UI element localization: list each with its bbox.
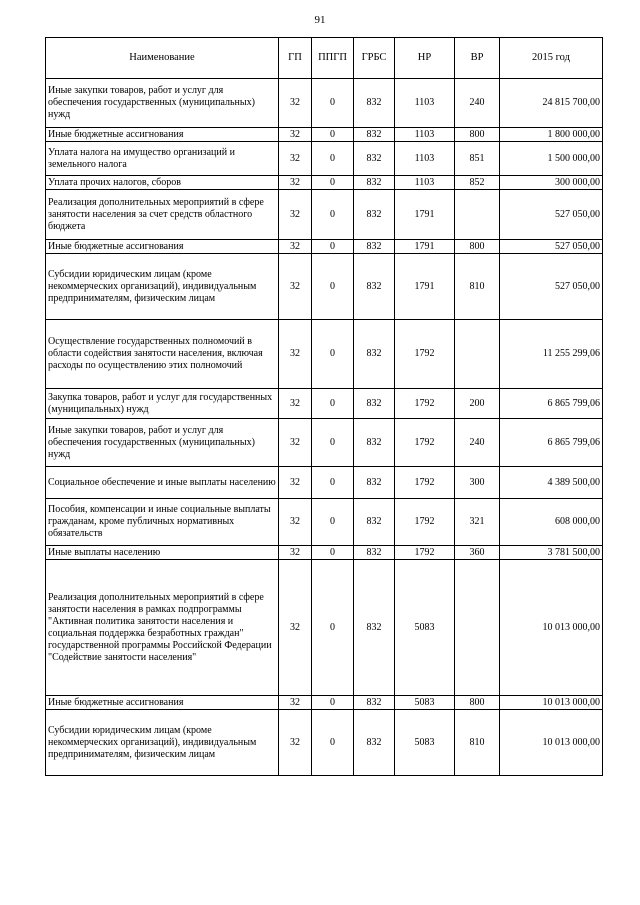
row-vr: 300	[455, 467, 500, 499]
row-vr: 200	[455, 389, 500, 419]
row-nr: 1791	[395, 190, 455, 240]
row-gp: 32	[279, 467, 312, 499]
row-ppgp: 0	[312, 499, 354, 546]
column-header-name: Наименование	[46, 38, 279, 79]
row-nr: 1792	[395, 467, 455, 499]
row-grbs: 832	[354, 254, 395, 320]
row-ppgp: 0	[312, 389, 354, 419]
row-nr: 1103	[395, 176, 455, 190]
row-name: Иные закупки товаров, работ и услуг для обеспечения государственных (муниципальных) нужд	[46, 79, 279, 128]
row-name: Осуществление государственных полномочий в области содействия занятости населения, включая расходы по осуществлению этих полномочий	[46, 320, 279, 389]
row-amount: 527 050,00	[500, 240, 603, 254]
row-grbs: 832	[354, 128, 395, 142]
row-nr: 1103	[395, 142, 455, 176]
row-nr: 1792	[395, 389, 455, 419]
row-nr: 5083	[395, 696, 455, 710]
table-row	[46, 499, 603, 546]
row-gp: 32	[279, 176, 312, 190]
row-nr: 5083	[395, 710, 455, 776]
row-nr: 1792	[395, 499, 455, 546]
row-name: Уплата налога на имущество организаций и земельного налога	[46, 142, 279, 176]
table-row	[46, 419, 603, 467]
table-row	[46, 546, 603, 560]
table-row	[46, 389, 603, 419]
row-grbs: 832	[354, 710, 395, 776]
row-vr: 851	[455, 142, 500, 176]
row-grbs: 832	[354, 467, 395, 499]
row-grbs: 832	[354, 320, 395, 389]
row-grbs: 832	[354, 240, 395, 254]
row-grbs: 832	[354, 499, 395, 546]
row-amount: 4 389 500,00	[500, 467, 603, 499]
row-name: Иные закупки товаров, работ и услуг для обеспечения государственных (муниципальных) нужд	[46, 419, 279, 467]
column-header-gp: ГП	[279, 38, 312, 79]
row-amount: 300 000,00	[500, 176, 603, 190]
row-ppgp: 0	[312, 254, 354, 320]
table-row	[46, 320, 603, 389]
table-header-row	[46, 38, 603, 79]
row-nr: 1791	[395, 240, 455, 254]
row-ppgp: 0	[312, 696, 354, 710]
row-gp: 32	[279, 419, 312, 467]
row-name: Реализация дополнительных мероприятий в сфере занятости населения за счет средств областного бюджета	[46, 190, 279, 240]
row-vr: 800	[455, 240, 500, 254]
row-name: Пособия, компенсации и иные социальные выплаты гражданам, кроме публичных нормативных обязательств	[46, 499, 279, 546]
row-gp: 32	[279, 240, 312, 254]
row-vr: 800	[455, 696, 500, 710]
row-ppgp: 0	[312, 79, 354, 128]
row-grbs: 832	[354, 389, 395, 419]
table-row	[46, 240, 603, 254]
row-ppgp: 0	[312, 546, 354, 560]
column-header-nr: НР	[395, 38, 455, 79]
table-row	[46, 79, 603, 128]
row-nr: 1103	[395, 128, 455, 142]
row-ppgp: 0	[312, 176, 354, 190]
row-amount: 10 013 000,00	[500, 560, 603, 696]
column-header-grbs: ГРБС	[354, 38, 395, 79]
row-grbs: 832	[354, 190, 395, 240]
row-amount: 527 050,00	[500, 254, 603, 320]
column-header-vr: ВР	[455, 38, 500, 79]
row-gp: 32	[279, 499, 312, 546]
page-number: 91	[314, 14, 326, 26]
row-gp: 32	[279, 560, 312, 696]
row-grbs: 832	[354, 79, 395, 128]
row-gp: 32	[279, 710, 312, 776]
row-name: Субсидии юридическим лицам (кроме некоммерческих организаций), индивидуальным предпринимателям, физическим лицам	[46, 254, 279, 320]
row-ppgp: 0	[312, 142, 354, 176]
row-name: Уплата прочих налогов, сборов	[46, 176, 279, 190]
row-nr: 5083	[395, 560, 455, 696]
row-vr: 360	[455, 546, 500, 560]
table-row	[46, 190, 603, 240]
row-gp: 32	[279, 320, 312, 389]
row-amount: 10 013 000,00	[500, 710, 603, 776]
row-amount: 1 800 000,00	[500, 128, 603, 142]
table-row	[46, 176, 603, 190]
row-nr: 1103	[395, 79, 455, 128]
row-ppgp: 0	[312, 560, 354, 696]
row-name: Субсидии юридическим лицам (кроме некоммерческих организаций), индивидуальным предпринимателям, физическим лицам	[46, 710, 279, 776]
column-header-ppgp: ППГП	[312, 38, 354, 79]
row-vr	[455, 560, 500, 696]
row-name: Иные бюджетные ассигнования	[46, 696, 279, 710]
table-row	[46, 142, 603, 176]
row-nr: 1792	[395, 320, 455, 389]
row-name: Социальное обеспечение и иные выплаты населению	[46, 467, 279, 499]
row-name: Иные бюджетные ассигнования	[46, 240, 279, 254]
row-nr: 1792	[395, 419, 455, 467]
table-row	[46, 254, 603, 320]
row-ppgp: 0	[312, 240, 354, 254]
table-row	[46, 560, 603, 696]
row-gp: 32	[279, 389, 312, 419]
row-name: Реализация дополнительных мероприятий в сфере занятости населения в рамках подпрограммы "Активная политика занятости населения и социальная поддержка безработных граждан" государственной программы Российской Федерации "Содействие занятости населения"	[46, 560, 279, 696]
row-gp: 32	[279, 79, 312, 128]
row-ppgp: 0	[312, 320, 354, 389]
row-grbs: 832	[354, 546, 395, 560]
row-name: Закупка товаров, работ и услуг для государственных (муниципальных) нужд	[46, 389, 279, 419]
table-row	[46, 710, 603, 776]
row-nr: 1791	[395, 254, 455, 320]
row-name: Иные выплаты населению	[46, 546, 279, 560]
row-amount: 24 815 700,00	[500, 79, 603, 128]
row-name: Иные бюджетные ассигнования	[46, 128, 279, 142]
row-grbs: 832	[354, 142, 395, 176]
row-amount: 6 865 799,06	[500, 419, 603, 467]
row-ppgp: 0	[312, 128, 354, 142]
row-ppgp: 0	[312, 710, 354, 776]
row-amount: 527 050,00	[500, 190, 603, 240]
row-vr: 321	[455, 499, 500, 546]
row-amount: 3 781 500,00	[500, 546, 603, 560]
row-grbs: 832	[354, 696, 395, 710]
row-vr: 800	[455, 128, 500, 142]
row-amount: 1 500 000,00	[500, 142, 603, 176]
column-header-year: 2015 год	[500, 38, 603, 79]
row-amount: 6 865 799,06	[500, 389, 603, 419]
row-ppgp: 0	[312, 419, 354, 467]
row-gp: 32	[279, 546, 312, 560]
row-grbs: 832	[354, 560, 395, 696]
budget-table	[45, 37, 603, 776]
row-nr: 1792	[395, 546, 455, 560]
table-row	[46, 696, 603, 710]
row-vr: 810	[455, 710, 500, 776]
row-gp: 32	[279, 696, 312, 710]
row-amount: 10 013 000,00	[500, 696, 603, 710]
row-vr: 852	[455, 176, 500, 190]
row-ppgp: 0	[312, 467, 354, 499]
row-grbs: 832	[354, 176, 395, 190]
row-vr	[455, 190, 500, 240]
row-gp: 32	[279, 190, 312, 240]
table-row	[46, 128, 603, 142]
row-gp: 32	[279, 254, 312, 320]
row-amount: 608 000,00	[500, 499, 603, 546]
row-amount: 11 255 299,06	[500, 320, 603, 389]
row-gp: 32	[279, 128, 312, 142]
row-vr: 810	[455, 254, 500, 320]
row-ppgp: 0	[312, 190, 354, 240]
row-vr	[455, 320, 500, 389]
table-row	[46, 467, 603, 499]
row-gp: 32	[279, 142, 312, 176]
row-vr: 240	[455, 419, 500, 467]
row-grbs: 832	[354, 419, 395, 467]
row-vr: 240	[455, 79, 500, 128]
